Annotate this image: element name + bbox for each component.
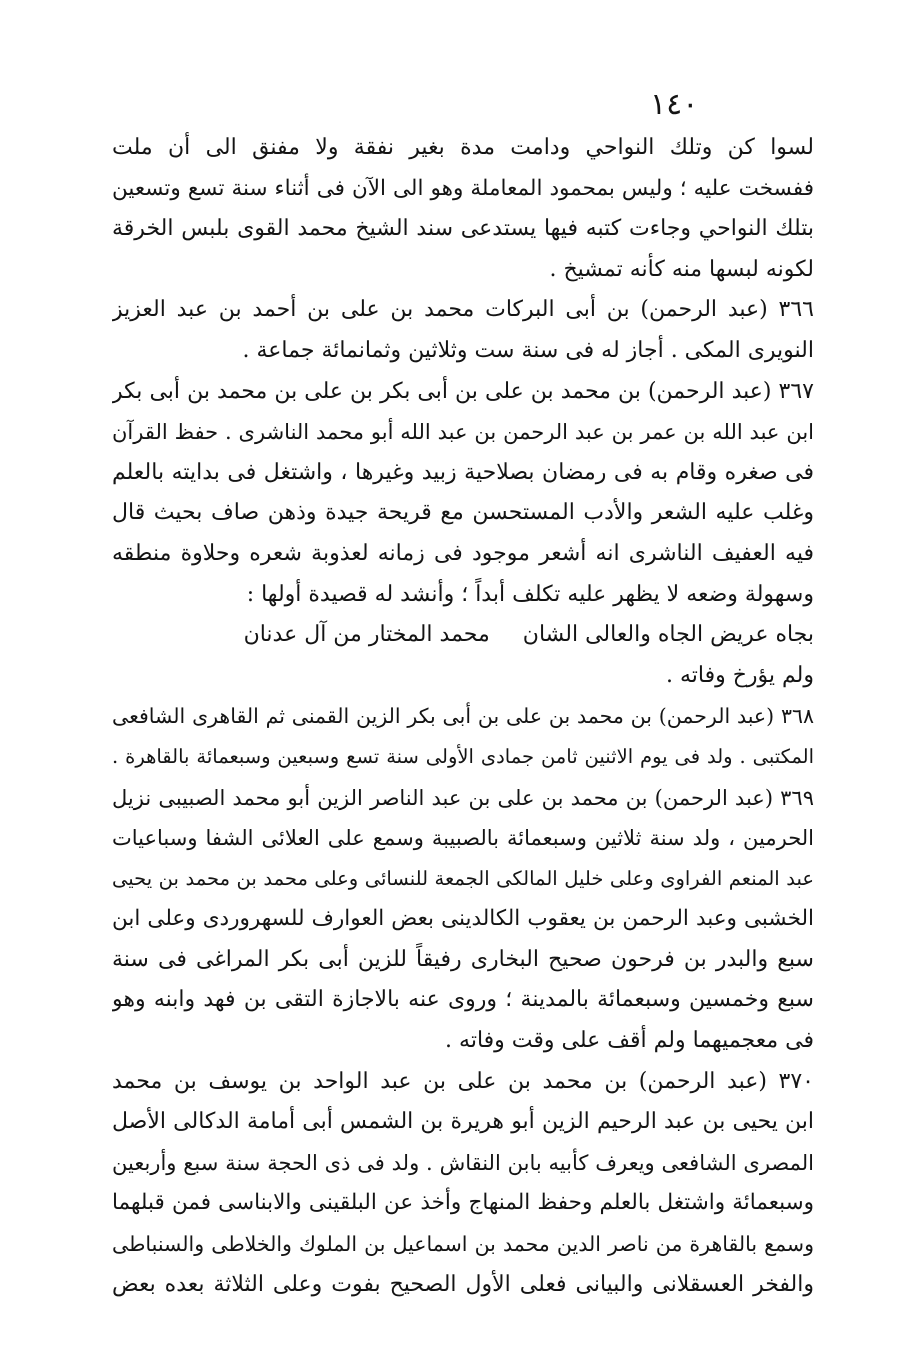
entry-369-heading: ٣٦٩ (عبد الرحمن) بن محمد بن على بن عبد الناصر الزين أبو محمد الصبيبى نزيل (112, 785, 814, 810)
text-line: الخشبى وعبد الرحمن بن يعقوب الكالدينى بعض العوارف للسهروردى وعلى ابن (112, 906, 814, 932)
text-line: النويرى المكى . أجاز له فى سنة ست وثلاثين وثمانمائة جماعة . (242, 337, 814, 363)
text-line: فيه العفيف الناشرى انه أشعر موجود فى زمانه لعذوبة شعره وحلاوة منطقه (112, 540, 814, 566)
entry-366-heading: ٣٦٦ (عبد الرحمن) بن أبى البركات محمد بن على بن أحمد بن عبد العزيز (112, 297, 814, 323)
text-line: لسوا كن وتلك النواحي ودامت مدة بغير نفقة ولا مفنق الى أن ملت (112, 135, 814, 160)
text-line: المكتبى . ولد فى يوم الاثنين ثامن جمادى الأولى سنة تسع وسبعين وسبعمائة بالقاهرة . (112, 744, 814, 768)
text-line: الحرمين ، ولد سنة ثلاثين وسبعمائة بالصبيبة وسمع على العلائى الشفا وسباعيات (112, 826, 814, 851)
text-line: بتلك النواحي وجاءت كتبه فيها يستدعى سند الشيخ محمد القوى بلبس الخرقة (112, 216, 814, 242)
page-number: ١٤٠ (650, 87, 699, 122)
text-line: وسهولة وضعه لا يظهر عليه تكلف أبداً ؛ وأنشد له قصيدة أولها : (246, 581, 814, 607)
text-line: ابن يحيى بن عبد الرحيم الزين أبو هريرة بن الشمس أبى أمامة الدكالى الأصل (112, 1109, 814, 1135)
text-line: سبع والبدر بن فرحون صحيح البخارى رفيقاً للزين أبى بكر المراغى فى سنة (112, 946, 814, 972)
text-line: ولم يؤرخ وفاته . (665, 662, 814, 688)
body-text (112, 128, 814, 1305)
verse-hemistich-2: محمد المختار من آل عدنان (243, 622, 490, 648)
text-line: ففسخت عليه ؛ وليس بمحمود المعاملة وهو الى الآن فى أثناء سنة تسع وتسعين (112, 175, 814, 201)
text-line: عبد المنعم الفراوى وعلى خليل المالكى الجمعة للنسائى وعلى محمد بن محمد بن يحيى (112, 866, 814, 890)
text-line: وسمع بالقاهرة من ناصر الدين محمد بن اسماعيل بن الملوك والخلاطى والسنباطى (112, 1232, 814, 1257)
text-line: فى صغره وقام به فى رمضان بصلاحية زبيد وغيرها ، واشتغل فى بدايته بالعلم (112, 459, 814, 485)
text-line: المصرى الشافعى ويعرف كأبيه بابن النقاش . ولد فى ذى الحجة سنة سبع وأربعين (112, 1150, 814, 1175)
poem-verse (112, 615, 814, 656)
text-line: والفخر العسقلانى والبيانى فعلى الأول الصحيح بفوت وعلى الثلاثة بعده بعض (112, 1271, 814, 1297)
entry-370-heading: ٣٧٠ (عبد الرحمن) بن محمد بن على بن عبد الواحد بن يوسف بن محمد (112, 1068, 814, 1094)
text-line: سبع وخمسين وسبعمائة بالمدينة ؛ وروى عنه بالاجازة التقى بن فهد وابنه وهو (112, 987, 814, 1013)
text-line: ابن عبد الله بن عمر بن عبد الرحمن بن عبد الله أبو محمد الناشرى . حفظ القرآن (112, 420, 814, 445)
entry-368-heading: ٣٦٨ (عبد الرحمن) بن محمد بن على بن أبى بكر الزين القمنى ثم القاهرى الشافعى (112, 704, 814, 729)
text-line: وغلب عليه الشعر والأدب المستحسن مع قريحة جيدة وذهن صاف بحيث قال (112, 500, 814, 526)
verse-hemistich-1: بجاه عريض الجاه والعالى الشان (522, 622, 814, 648)
entry-367-heading: ٣٦٧ (عبد الرحمن) بن محمد بن على بن أبى بكر بن على بن محمد بن أبى بكر (112, 378, 814, 404)
text-line: وسبعمائة واشتغل بالعلم وحفظ المنهاج وأخذ عن البلقينى والابناسى فمن قبلهما (112, 1190, 814, 1216)
text-line: فى معجميهما ولم أقف على وقت وفاته . (445, 1028, 814, 1054)
text-line: لكونه لبسها منه كأنه تمشيخ . (549, 256, 814, 282)
